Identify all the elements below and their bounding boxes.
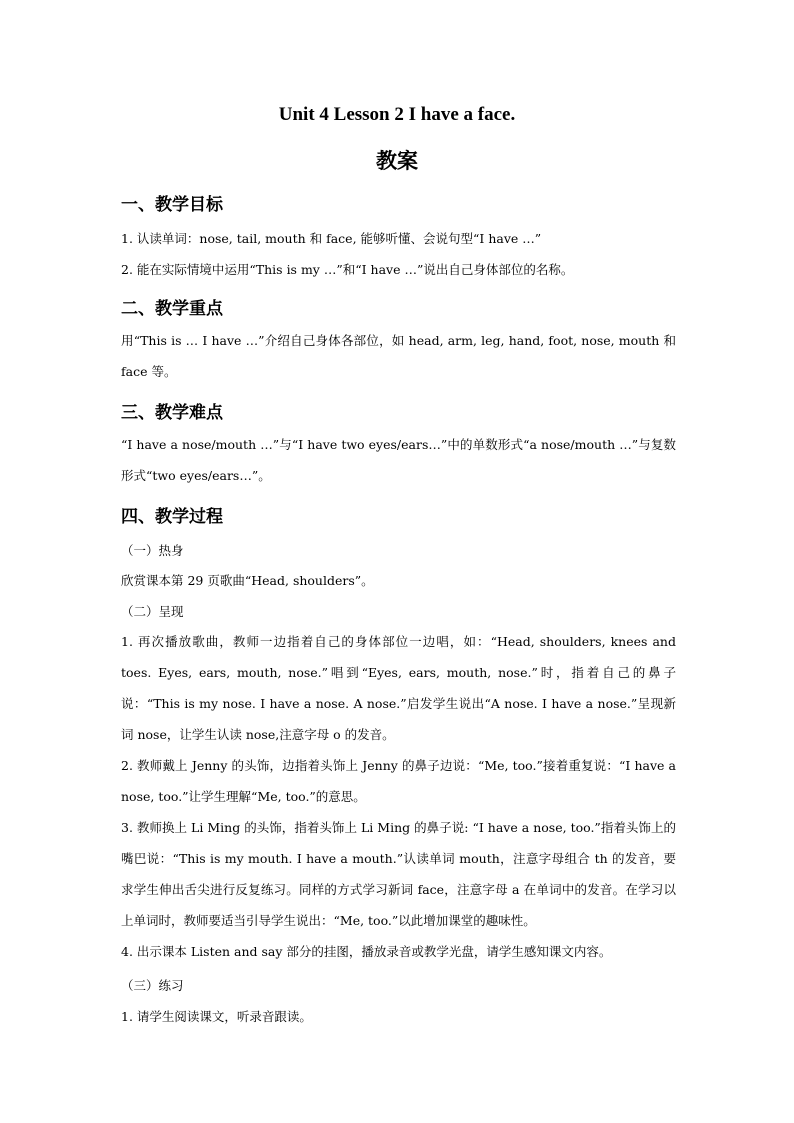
difficulties-text: “I have a nose/mouth …”与“I have two eyes/ears…”中的单数形式“a nose/mouth …”与复数形式“two eyes/ears…”。 xyxy=(121,437,676,483)
practice-label: （三）练习 xyxy=(121,978,184,993)
section-heading-objectives: 一、教学目标 xyxy=(121,195,223,215)
section-heading-process: 四、教学过程 xyxy=(121,507,223,527)
document-title: Unit 4 Lesson 2 I have a face. xyxy=(278,104,516,125)
present-item: 2. 教师戴上 Jenny 的头饰，边指着头饰上 Jenny 的鼻子边说：“Me, too.”接着重复说：“I have a nose, too.”让学生理解“Me, too.”的意思。 xyxy=(121,758,676,804)
objective-item: 2. 能在实际情境中运用“This is my …”和“I have …”说出自己身体部位的名称。 xyxy=(121,262,574,277)
document-subtitle: 教案 xyxy=(376,149,418,173)
section-heading-key-points: 二、教学重点 xyxy=(121,299,223,319)
warmup-text: 欣赏课本第 29 页歌曲“Head, shoulders”。 xyxy=(121,573,374,588)
practice-item: 1. 请学生阅读课文，听录音跟读。 xyxy=(121,1009,312,1024)
present-item: 4. 出示课本 Listen and say 部分的挂图，播放录音或教学光盘，请学生感知课文内容。 xyxy=(121,944,612,959)
present-item: 3. 教师换上 Li Ming 的头饰，指着头饰上 Li Ming 的鼻子说: “I have a nose, too.”指着头饰上的嘴巴说：“This is my mouth. I have a mouth.”认读单词 mouth，注意字母组合 th 的发音，要求学生伸出舌尖进行反复练习。同样的方式学习新词 face，注意字母 a 在单词中的发音。在学习以上单词时，教师要适当引导学生说出：“Me, too.”以此增加课堂的趣味性。 xyxy=(121,820,676,928)
section-heading-difficulties: 三、教学难点 xyxy=(121,403,223,423)
objective-item: 1. 认读单词：nose, tail, mouth 和 face, 能够听懂、会说句型“I have …” xyxy=(121,231,542,246)
key-points-text: 用“This is … I have …”介绍自己身体各部位，如 head, arm, leg, hand, foot, nose, mouth 和 face 等。 xyxy=(121,333,676,379)
present-label: （二）呈现 xyxy=(121,604,184,619)
present-item: 1. 再次播放歌曲，教师一边指着自己的身体部位一边唱，如：“Head, shoulders, knees and toes. Eyes, ears, mouth, nose.”唱到“Eyes, ears, mouth, nose.”时，指着自己的鼻子说：“This is my nose. I have a nose. A nose.”启发学生说出“A nose. I have a nose.”呈现新词 nose，让学生认读 nose,注意字母 o 的发音。 xyxy=(121,634,676,742)
warmup-label: （一）热身 xyxy=(121,543,184,558)
